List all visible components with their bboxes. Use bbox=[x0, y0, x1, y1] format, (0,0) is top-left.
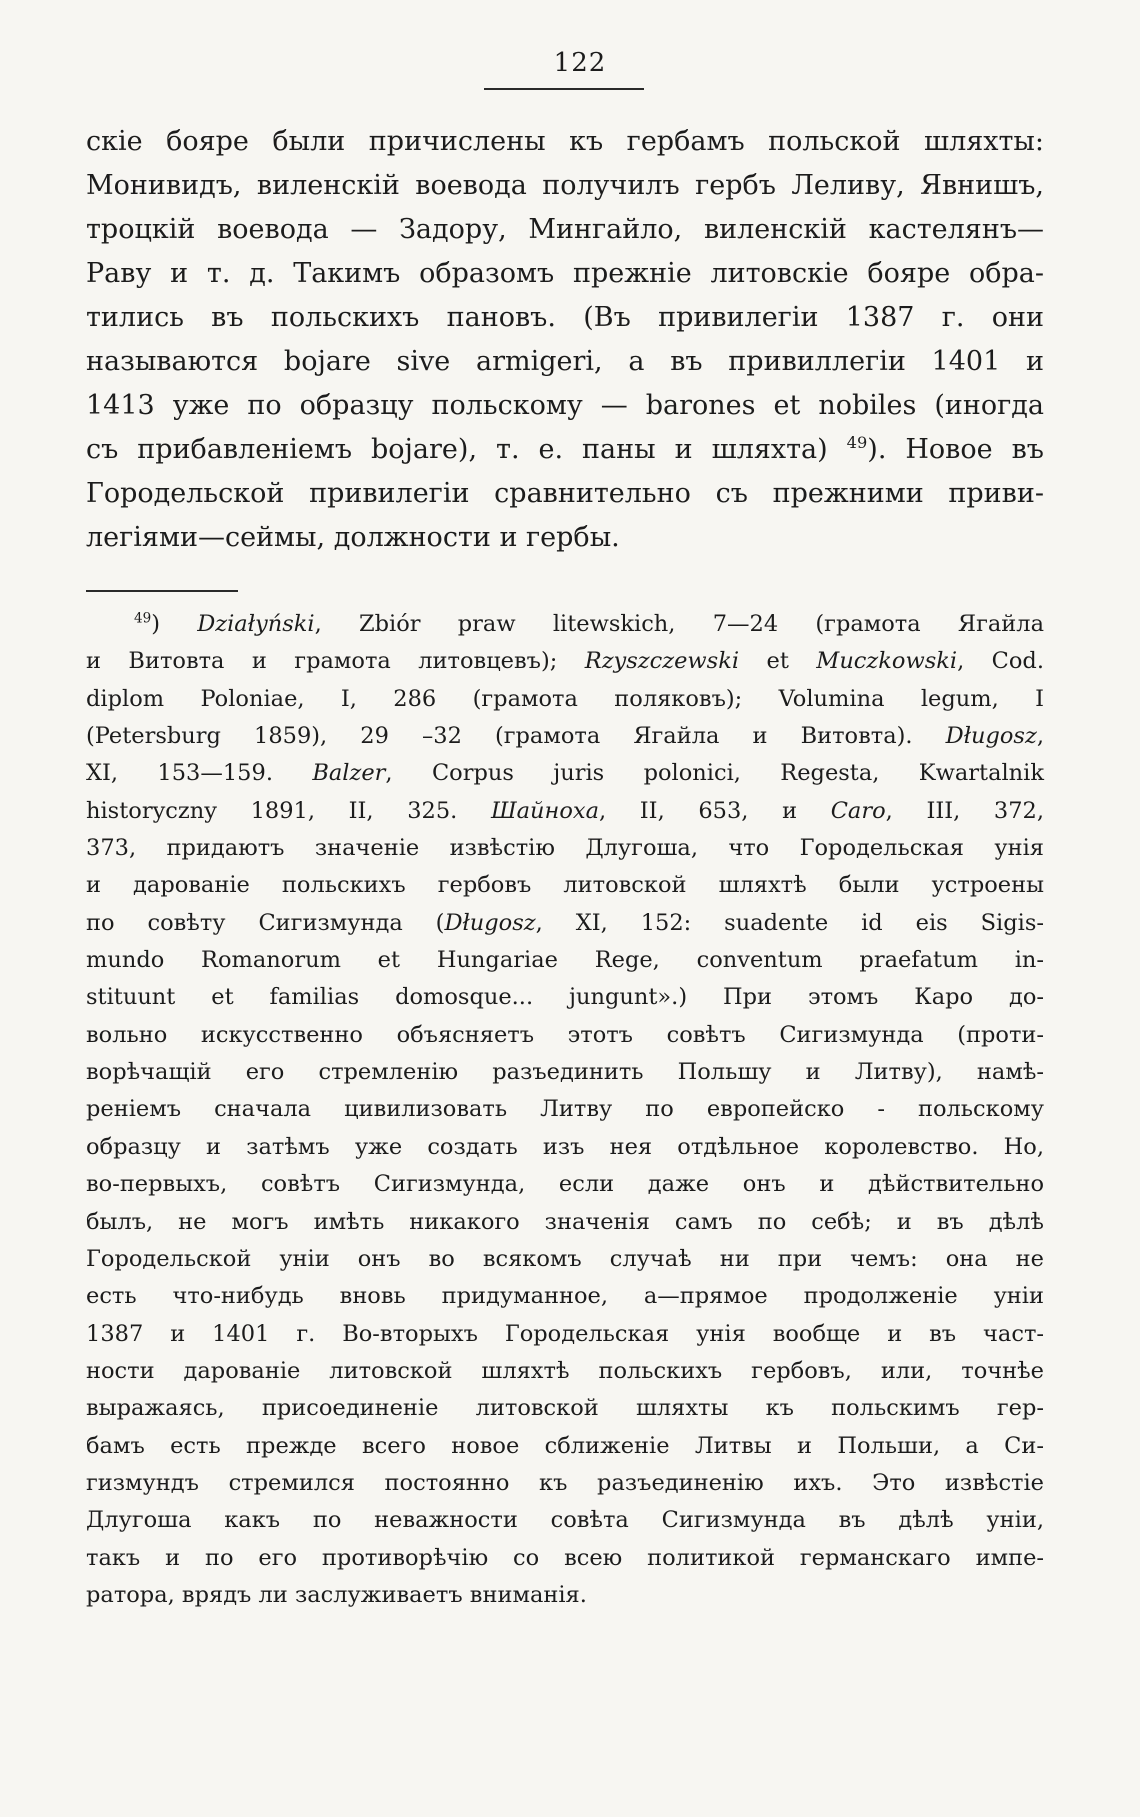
text-line: называются bojare sive armigeri, а въ привиллегіи 1401 и bbox=[86, 346, 1044, 377]
author-name: Długosz bbox=[444, 909, 536, 936]
footnote-line: ности дарованіе литовской шляхтѣ польскихъ гербовъ, или, точнѣе bbox=[86, 1357, 1044, 1384]
footnote-line: былъ, не могъ имѣть никакого значенія самъ по себѣ; и въ дѣлѣ bbox=[86, 1208, 1044, 1235]
main-text bbox=[86, 120, 1044, 560]
footnote-line: и дарованіе польскихъ гербовъ литовской шляхтѣ были устроены bbox=[86, 872, 1044, 899]
footnote-line: есть что-нибудь вновь придуманное, а—прямое продолженіе уніи bbox=[86, 1283, 1044, 1310]
footnote-line: (Petersburg 1859), 29 –32 (грамота Ягайла и Витовта). Długosz, bbox=[86, 723, 1044, 750]
footnote-line: stituunt et familias domosque... jungunt».) При этомъ Каро до- bbox=[86, 984, 1044, 1011]
footnote-line: 373, придаютъ значеніе извѣстію Длугоша, что Городельская унія bbox=[86, 835, 1044, 862]
footnote-line: 1387 и 1401 г. Во-вторыхъ Городельская унія вообще и въ част- bbox=[86, 1320, 1044, 1347]
text-line-with-footnote-ref bbox=[86, 428, 1044, 472]
footnote-line: $^{49}$) Działyński, Zbiór praw litewskich, 7—24 (грамота Ягайла bbox=[134, 610, 1044, 637]
footnote-line: ворѣчащій его стремленію разъединить Польшу и Литву), намѣ- bbox=[86, 1059, 1044, 1086]
page-number-rule bbox=[484, 88, 644, 90]
footnote-line: и Витовта и грамота литовцевъ); Rzyszczewski et Muczkowski, Cod. bbox=[86, 648, 1044, 675]
text-line: Городельской привилегіи сравнительно съ прежними приви- bbox=[86, 478, 1044, 509]
footnote-line: вольно искусственно объясняетъ этотъ совѣтъ Сигизмунда (проти- bbox=[86, 1021, 1044, 1048]
footnote-line: бамъ есть прежде всего новое сближеніе Литвы и Польши, а Си- bbox=[86, 1432, 1044, 1459]
author-name: Działyński bbox=[197, 611, 315, 637]
author-name: Шайноха bbox=[490, 797, 599, 824]
footnote-separator bbox=[86, 590, 238, 592]
author-name: Muczkowski bbox=[816, 648, 958, 675]
footnote-line: Городельской уніи онъ во всякомъ случаѣ ни при чемъ: она не bbox=[86, 1245, 1044, 1272]
footnote-line: во-первыхъ, совѣтъ Сигизмунда, если даже онъ и дѣйствительно bbox=[86, 1171, 1044, 1198]
author-name: Balzer bbox=[312, 760, 386, 787]
text-fragment: съ прибавленіемъ bojare), т. е. паны и шляхта) bbox=[86, 434, 828, 465]
footnote-reference: 49 bbox=[846, 433, 868, 452]
text-line: тились въ польскихъ пановъ. (Въ привилегіи 1387 г. они bbox=[86, 302, 1044, 333]
footnote-block bbox=[86, 606, 1044, 1614]
footnote-line: diplom Poloniae, I, 286 (грамота поляковъ); Volumina legum, I bbox=[86, 685, 1044, 712]
page-number: 122 bbox=[553, 48, 607, 78]
text-line: Монивидъ, виленскій воевода получилъ гербъ Леливу, Явнишъ, bbox=[86, 170, 1044, 201]
footnote-line: mundo Romanorum et Hungariae Rege, conventum praefatum in- bbox=[86, 947, 1044, 974]
footnote-line: такъ и по его противорѣчію со всею политикой германскаго импе- bbox=[86, 1544, 1044, 1571]
footnote-line: historyczny 1891, II, 325. Шайноха, II, 653, и Caro, III, 372, bbox=[86, 797, 1044, 824]
text-fragment: ). Новое въ bbox=[867, 434, 1044, 465]
footnote-line: выражаясь, присоединеніе литовской шляхты къ польскимъ гер- bbox=[86, 1395, 1044, 1422]
text-line: 1413 уже по образцу польскому — barones et nobiles (иногда bbox=[86, 390, 1044, 421]
footnote-line: ратора, врядъ ли заслуживаетъ вниманія. bbox=[86, 1581, 587, 1608]
text-line: троцкій воевода — Задору, Мингайло, виленскій кастелянъ— bbox=[86, 214, 1044, 245]
text-line: легіями—сеймы, должности и гербы. bbox=[86, 522, 620, 553]
footnote-line: реніемъ сначала цивилизовать Литву по европейско - польскому bbox=[86, 1096, 1044, 1123]
author-name: Rzyszczewski bbox=[584, 648, 740, 675]
footnote-line: гизмундъ стремился постоянно къ разъединенію ихъ. Это извѣстіе bbox=[86, 1469, 1044, 1496]
text-line: скіе бояре были причислены къ гербамъ польской шляхты: bbox=[86, 126, 1044, 157]
footnote-line: по совѣту Сигизмунда (Długosz, XI, 152: suadente id eis Sigis- bbox=[86, 909, 1044, 936]
footnote-line: Длугоша какъ по неважности совѣта Сигизмунда въ дѣлѣ уніи, bbox=[86, 1507, 1044, 1534]
footnote-line: XI, 153—159. Balzer, Corpus juris polonici, Regesta, Kwartalnik bbox=[86, 760, 1044, 787]
footnote-line: образцу и затѣмъ уже создать изъ нея отдѣльное королевство. Но, bbox=[86, 1133, 1044, 1160]
author-name: Długosz bbox=[945, 723, 1037, 750]
author-name: Caro bbox=[830, 797, 886, 824]
footnote-marker: 49 bbox=[134, 610, 152, 627]
text-line: Раву и т. д. Такимъ образомъ прежніе литовскіе бояре обра- bbox=[86, 258, 1044, 289]
